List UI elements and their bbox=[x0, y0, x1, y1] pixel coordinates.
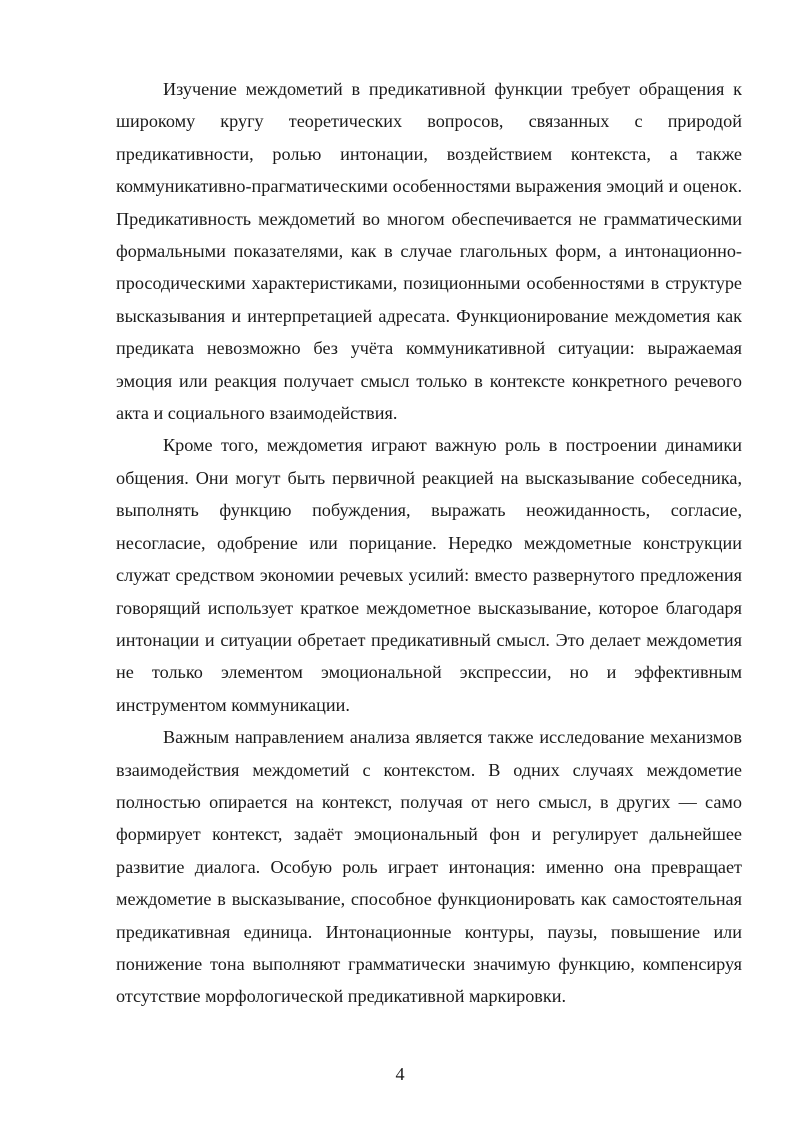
page-number: 4 bbox=[395, 1064, 405, 1084]
paragraph-3: Важным направлением анализа является также исследование механизмов взаимодействия междометий с контекстом. В одних случаях междометие полностью опирается на контекст, получая от него смысл, в других — само формирует контекст, задаёт эмоциональный фон и регулирует дальнейшее развитие диалога. Особую роль играет интонация: именно она превращает междометие в высказывание, способное функционировать как самостоятельная предикативная единица. Интонационные контуры, паузы, повышение или понижение тона выполняют грамматически значимую функцию, компенсируя отсутствие морфологической предикативной маркировки. bbox=[116, 727, 742, 1007]
body-text bbox=[116, 73, 742, 1013]
paragraph-2: Кроме того, междометия играют важную роль в построении динамики общения. Они могут быть первичной реакцией на высказывание собеседника, выполнять функцию побуждения, выражать неожиданность, согласие, несогласие, одобрение или порицание. Нередко междометные конструкции служат средством экономии речевых усилий: вместо развернутого предложения говорящий использует краткое междометное высказывание, которое благодаря интонации и ситуации обретает предикативный смысл. Это делает междометия не только элементом эмоциональной экспрессии, но и эффективным инструментом коммуникации. bbox=[116, 435, 742, 715]
paragraph-1: Изучение междометий в предикативной функции требует обращения к широкому кругу теоретических вопросов, связанных с природой предикативности, ролью интонации, воздействием контекста, а также коммуникативно-прагматическими особенностями выражения эмоций и оценок. Предикативность междометий во многом обеспечивается не грамматическими формальными показателями, как в случае глагольных форм, а интонационно-просодическими характеристиками, позиционными особенностями в структуре высказывания и интерпретацией адресата. Функционирование междометия как предиката невозможно без учёта коммуникативной ситуации: выражаемая эмоция или реакция получает смысл только в контексте конкретного речевого акта и социального взаимодействия. bbox=[116, 79, 742, 424]
